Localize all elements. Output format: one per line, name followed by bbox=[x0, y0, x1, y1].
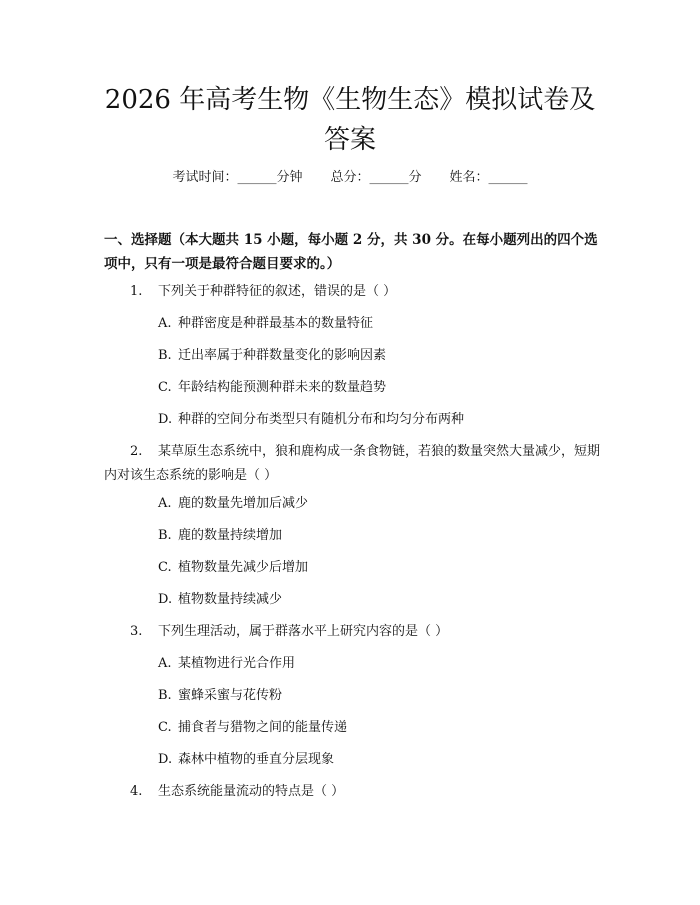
option-text: 捕食者与猎物之间的能量传递 bbox=[178, 720, 348, 735]
option-text: 鹿的数量先增加后减少 bbox=[178, 496, 309, 511]
option-text: 种群的空间分布类型只有随机分布和均匀分布两种 bbox=[178, 412, 465, 427]
option-letter: C. bbox=[158, 560, 172, 575]
option-letter: A. bbox=[158, 316, 172, 331]
question-1 bbox=[104, 280, 600, 304]
question-3-option-d bbox=[158, 750, 598, 770]
question-number: 3. bbox=[130, 624, 143, 639]
option-letter: B. bbox=[158, 688, 172, 703]
question-2-option-c bbox=[158, 558, 598, 578]
option-letter: D. bbox=[158, 752, 173, 767]
student-name-field: 姓名：______ bbox=[449, 170, 528, 185]
question-text: 某草原生态系统中，狼和鹿构成一条食物链，若狼的数量突然大量减少，短期内对该生态系统的影响是（ ） bbox=[104, 444, 601, 483]
option-text: 植物数量持续减少 bbox=[178, 592, 283, 607]
question-text: 下列关于种群特征的叙述，错误的是（ ） bbox=[158, 284, 397, 299]
question-2-option-a bbox=[158, 494, 598, 514]
question-2-option-b bbox=[158, 526, 598, 546]
option-letter: C. bbox=[158, 720, 172, 735]
total-score-field: 总分：______分 bbox=[330, 170, 422, 185]
question-3-option-c bbox=[158, 718, 598, 738]
question-1-option-a bbox=[158, 314, 598, 334]
option-text: 种群密度是种群最基本的数量特征 bbox=[178, 316, 374, 331]
option-text: 森林中植物的垂直分层现象 bbox=[178, 752, 335, 767]
question-number: 1. bbox=[130, 284, 143, 299]
question-4 bbox=[104, 780, 600, 804]
question-3 bbox=[104, 620, 600, 644]
option-text: 年龄结构能预测种群未来的数量趋势 bbox=[178, 380, 387, 395]
exam-time-field: 考试时间：______分钟 bbox=[172, 170, 303, 185]
option-letter: B. bbox=[158, 528, 172, 543]
option-letter: A. bbox=[158, 656, 172, 671]
question-text: 生态系统能量流动的特点是（ ） bbox=[158, 784, 345, 799]
question-1-option-c bbox=[158, 378, 598, 398]
question-1-option-d bbox=[158, 410, 598, 430]
option-text: 鹿的数量持续增加 bbox=[178, 528, 283, 543]
question-2 bbox=[104, 440, 600, 488]
option-text: 蜜蜂采蜜与花传粉 bbox=[178, 688, 283, 703]
question-text: 下列生理活动，属于群落水平上研究内容的是（ ） bbox=[158, 624, 449, 639]
question-number: 4. bbox=[130, 784, 143, 799]
option-text: 植物数量先减少后增加 bbox=[178, 560, 309, 575]
page-title: 2026 年高考生物《生物生态》模拟试卷及答案 bbox=[104, 85, 596, 155]
option-letter: D. bbox=[158, 592, 173, 607]
option-letter: D. bbox=[158, 412, 173, 427]
option-letter: A. bbox=[158, 496, 172, 511]
exam-info-line bbox=[0, 168, 700, 188]
option-letter: B. bbox=[158, 348, 172, 363]
question-2-option-d bbox=[158, 590, 598, 610]
section-heading-multiple-choice: 一、选择题（本大题共 15 小题，每小题 2 分，共 30 分。在每小题列出的四个选项中，只有一项是最符合题目要求的。） bbox=[104, 232, 598, 272]
option-text: 迁出率属于种群数量变化的影响因素 bbox=[178, 348, 387, 363]
question-3-option-b bbox=[158, 686, 598, 706]
question-number: 2. bbox=[130, 444, 143, 459]
question-3-option-a bbox=[158, 654, 598, 674]
option-letter: C. bbox=[158, 380, 172, 395]
option-text: 某植物进行光合作用 bbox=[178, 656, 296, 671]
question-1-option-b bbox=[158, 346, 598, 366]
